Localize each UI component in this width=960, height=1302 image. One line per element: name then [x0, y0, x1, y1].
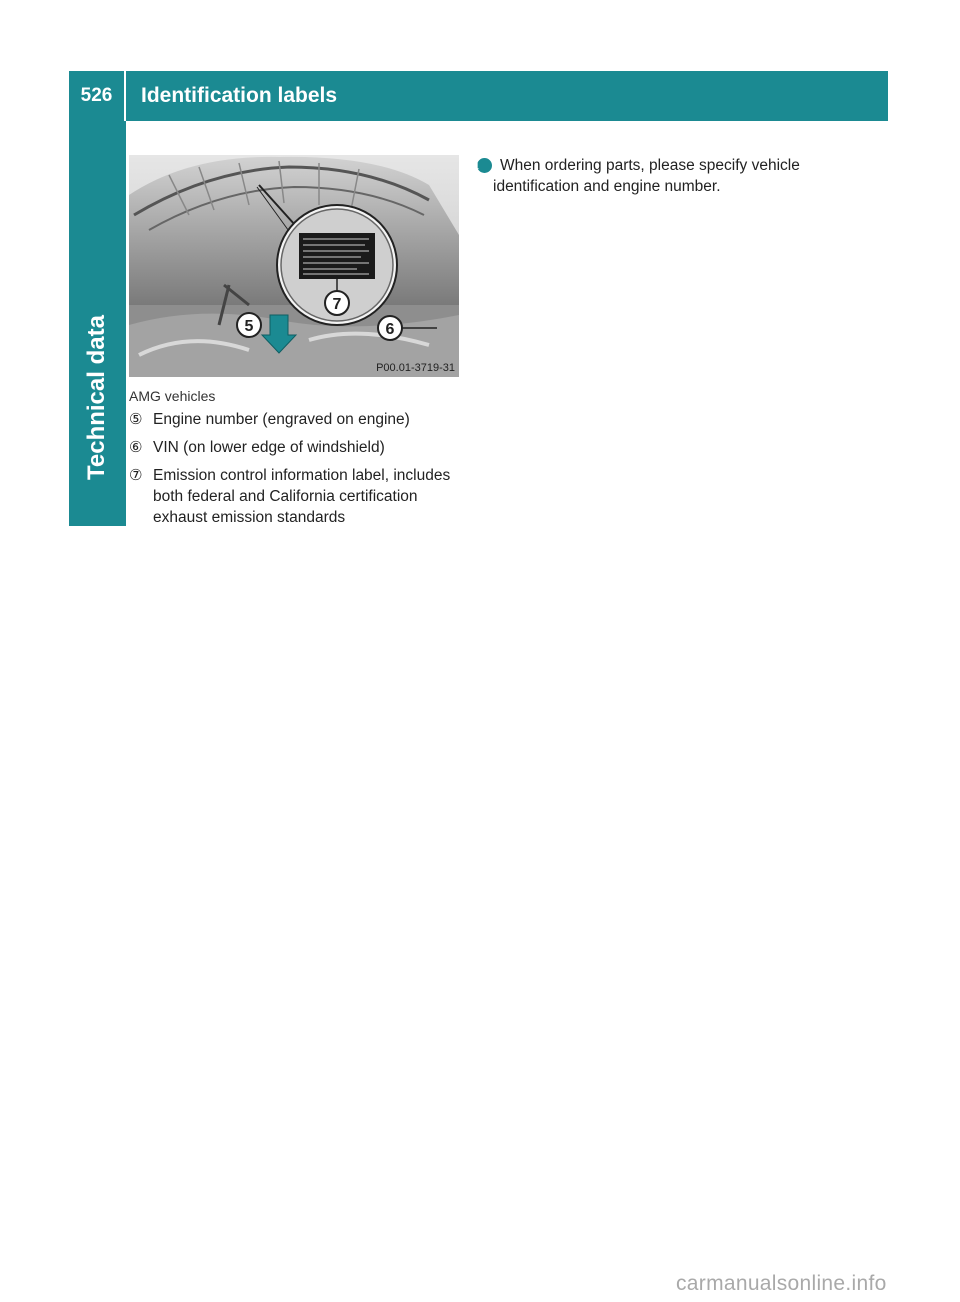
engine-bay-illustration [129, 155, 459, 377]
callout-7: 7 [332, 296, 342, 313]
callout-5: 5 [244, 318, 254, 335]
legend-text: Emission control information label, includes both federal and California certification exhaust emission standards [153, 467, 451, 526]
info-text: When ordering parts, please specify vehicle identification and engine number. [493, 157, 800, 195]
side-tab-foot [69, 486, 126, 526]
legend-text: VIN (on lower edge of windshield) [153, 439, 385, 456]
info-icon: i [477, 158, 492, 173]
page-number: 526 [69, 71, 126, 121]
watermark: carmanualsonline.info [676, 1272, 887, 1295]
figure-code: P00.01-3719-31 [376, 362, 455, 374]
legend-item [129, 409, 469, 430]
legend-number: ⑦ [129, 467, 143, 484]
callout-6: 6 [385, 321, 395, 338]
legend-item [129, 465, 469, 528]
info-note [474, 155, 817, 197]
side-tab-label: Technical data [83, 315, 110, 480]
legend-number: ⑥ [129, 439, 143, 456]
legend-list [129, 409, 469, 535]
legend-number: ⑤ [129, 411, 143, 428]
info-body [474, 155, 817, 197]
legend-text: Engine number (engraved on engine) [153, 411, 410, 428]
page-title: Identification labels [141, 84, 338, 107]
legend-item [129, 437, 469, 458]
figure-caption: AMG vehicles [129, 388, 216, 404]
